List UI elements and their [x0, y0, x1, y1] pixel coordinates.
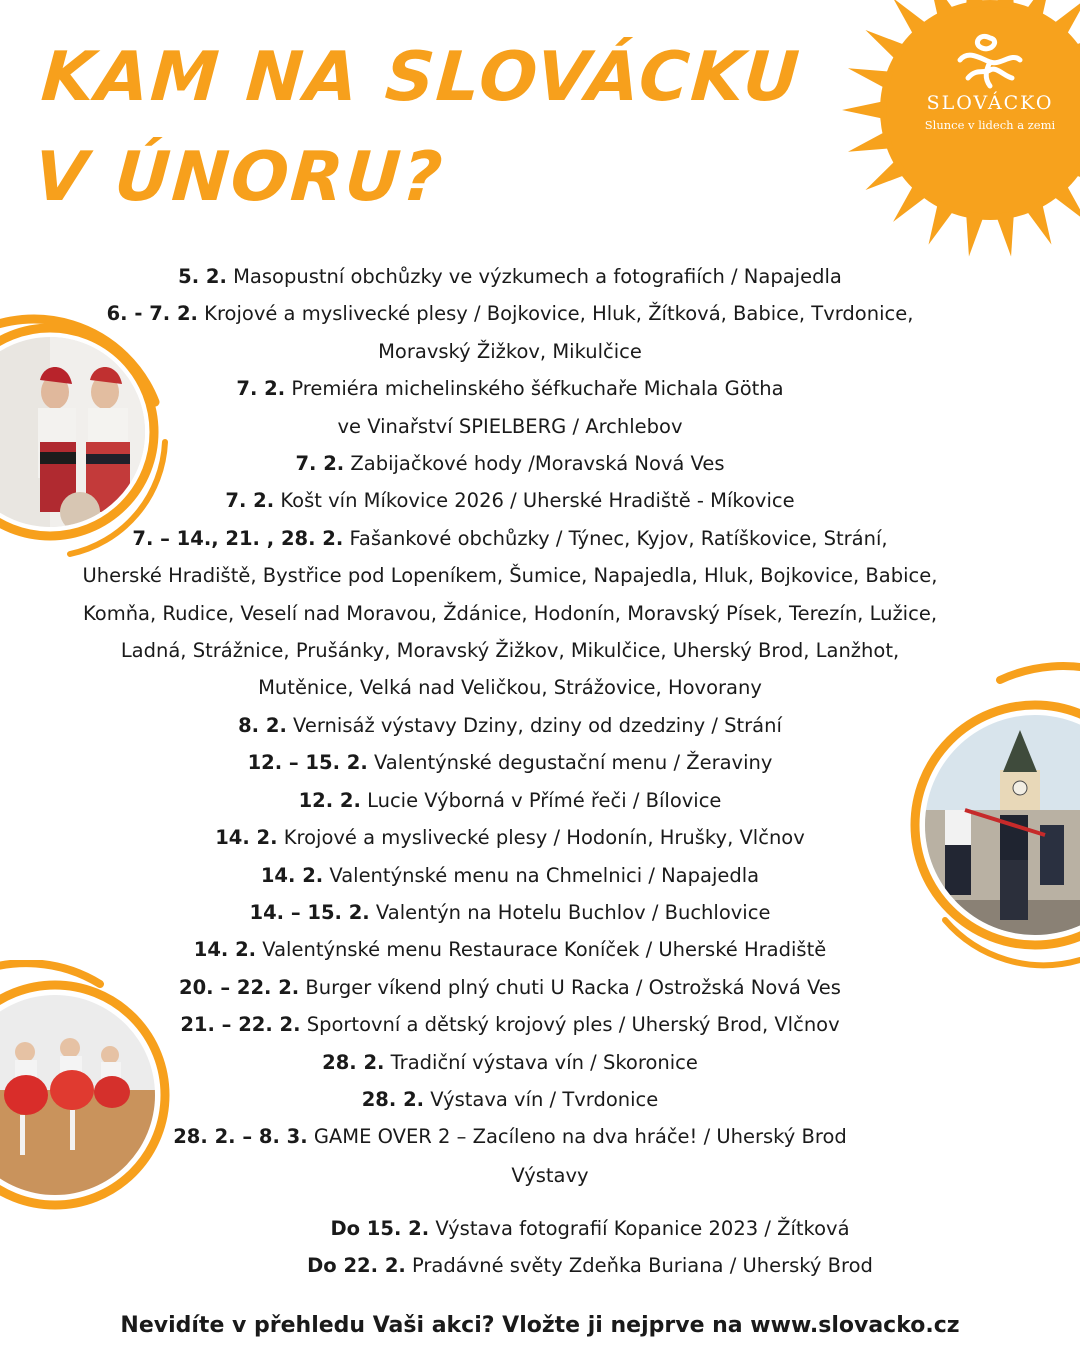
- event-row: [80, 295, 940, 332]
- title-line-1: KAM NA SLOVÁCKU: [38, 38, 804, 117]
- event-row: [80, 669, 940, 706]
- page-title: [31, 28, 804, 228]
- event-row-date: 14. – 15. 2.: [249, 900, 370, 924]
- exhibition-list: [80, 1210, 1080, 1285]
- event-row-text: Mutěnice, Velká nad Veličkou, Strážovice, Hovorany: [258, 676, 762, 700]
- event-row: [80, 595, 940, 632]
- event-row-text: Burger víkend plný chuti U Racka / Ostrožská Nová Ves: [299, 975, 841, 999]
- event-row-date: 7. 2.: [236, 377, 286, 401]
- event-row-text: Valentýnské menu na Chmelnici / Napajedla: [323, 863, 760, 887]
- event-row: [80, 857, 940, 894]
- event-row-text: Lucie Výborná v Přímé řeči / Bílovice: [360, 788, 722, 812]
- event-row: [80, 707, 940, 744]
- exhibition-row-date: Do 22. 2.: [307, 1254, 406, 1278]
- exhibitions-heading: Výstavy: [511, 1164, 589, 1187]
- event-row: [80, 520, 940, 557]
- event-row-text: Tradiční výstava vín / Skoronice: [384, 1050, 698, 1074]
- event-row-text: Masopustní obchůzky ve výzkumech a fotografiích / Napajedla: [226, 265, 842, 288]
- event-row-date: 20. – 22. 2.: [179, 975, 300, 999]
- event-row: [80, 819, 940, 856]
- event-row: [80, 969, 940, 1006]
- event-row-date: 12. 2.: [298, 788, 361, 812]
- event-row-text: Moravský Žižkov, Mikulčice: [378, 339, 642, 363]
- event-row-date: 28. 2.: [322, 1050, 385, 1074]
- event-row-date: 7. 2.: [225, 489, 275, 513]
- event-row: [80, 408, 940, 445]
- brand-logo: [900, 30, 1080, 132]
- event-row-text: Valentýn na Hotelu Buchlov / Buchlovice: [369, 900, 771, 924]
- event-row-text: Košt vín Míkovice 2026 / Uherské Hradiště - Míkovice: [274, 489, 795, 513]
- event-row-date: 14. 2.: [260, 863, 324, 887]
- event-row-text: Ladná, Strážnice, Prušánky, Moravský Žižkov, Mikulčice, Uherský Brod, Lanžhot,: [120, 639, 900, 663]
- event-row-text: Valentýnské menu Restaurace Koníček / Uherské Hradiště: [256, 938, 827, 962]
- event-row-text: Vernisáž výstavy Dziny, dziny od dzedziny / Strání: [286, 713, 782, 737]
- event-row-date: 14. 2.: [215, 826, 278, 850]
- exhibition-row-text: Pradávné světy Zdeňka Buriana / Uherský Brod: [405, 1254, 873, 1278]
- event-row: [80, 744, 940, 781]
- event-row-text: Krojové a myslivecké plesy / Hodonín, Hrušky, Vlčnov: [277, 826, 805, 850]
- event-row-text: Fašankové obchůzky / Týnec, Kyjov, Ratíškovice, Strání,: [343, 526, 888, 550]
- brand-tagline: Slunce v lidech a zemi: [924, 118, 1056, 132]
- exhibition-row-date: Do 15. 2.: [330, 1217, 430, 1240]
- event-row: [80, 333, 940, 370]
- event-row: [80, 370, 940, 407]
- event-row: [80, 1118, 940, 1155]
- exhibition-row: [80, 1210, 1080, 1247]
- event-row-text: Zabijačkové hody /Moravská Nová Ves: [344, 452, 725, 476]
- footer-note: Nevidíte v přehledu Vaši akci? Vložte ji nejprve na www.slovacko.cz: [120, 1313, 960, 1338]
- event-row-date: 28. 2. – 8. 3.: [173, 1125, 308, 1149]
- event-row: [80, 782, 940, 819]
- event-row: [80, 1044, 940, 1081]
- event-row-text: Výstava vín / Tvrdonice: [424, 1087, 659, 1111]
- event-row-text: GAME OVER 2 – Zacíleno na dva hráče! / Uherský Brod: [307, 1125, 847, 1149]
- event-row: [80, 632, 940, 669]
- event-row: [80, 1006, 940, 1043]
- exhibition-row: [80, 1247, 1080, 1284]
- event-row: [80, 445, 940, 482]
- event-row: [80, 894, 940, 931]
- event-row-date: 14. 2.: [193, 938, 257, 962]
- event-row-text: Sportovní a dětský krojový ples / Uherský Brod, Vlčnov: [300, 1013, 840, 1037]
- event-row-text: Komňa, Rudice, Veselí nad Moravou, Ždánice, Hodonín, Moravský Písek, Terezín, Lužice,: [82, 601, 938, 625]
- event-row-text: ve Vinařství SPIELBERG / Archlebov: [337, 414, 683, 438]
- event-row: [80, 258, 940, 295]
- exhibition-row-text: Výstava fotografií Kopanice 2023 / Žítková: [429, 1217, 850, 1240]
- event-row-text: Valentýnské degustační menu / Žeraviny: [367, 751, 773, 775]
- event-row-date: 28. 2.: [361, 1087, 425, 1111]
- event-row-date: 21. – 22. 2.: [180, 1013, 301, 1037]
- event-row: [80, 482, 940, 519]
- event-row-date: 8. 2.: [238, 713, 287, 737]
- event-row-text: Uherské Hradiště, Bystřice pod Lopeníkem, Šumice, Napajedla, Hluk, Bojkovice, Babice,: [82, 564, 938, 588]
- event-row-date: 7. – 14., 21. , 28. 2.: [132, 526, 344, 550]
- ornament-icon: [950, 30, 1030, 90]
- event-row: [80, 557, 940, 594]
- event-row: [80, 931, 940, 968]
- event-row-date: 12. – 15. 2.: [247, 751, 368, 775]
- event-row-date: 5. 2.: [178, 265, 227, 288]
- event-row-date: 7. 2.: [295, 452, 345, 476]
- brand-name: SLOVÁCKO: [926, 92, 1054, 114]
- title-line-2: V ÚNORU?: [31, 138, 447, 217]
- event-row-date: 6. - 7. 2.: [106, 302, 198, 326]
- event-row-text: Premiéra michelinského šéfkuchaře Michala Götha: [285, 377, 784, 401]
- event-row: [80, 1081, 940, 1118]
- event-list: [80, 258, 940, 1156]
- event-row-text: Krojové a myslivecké plesy / Bojkovice, Hluk, Žítková, Babice, Tvrdonice,: [197, 302, 914, 326]
